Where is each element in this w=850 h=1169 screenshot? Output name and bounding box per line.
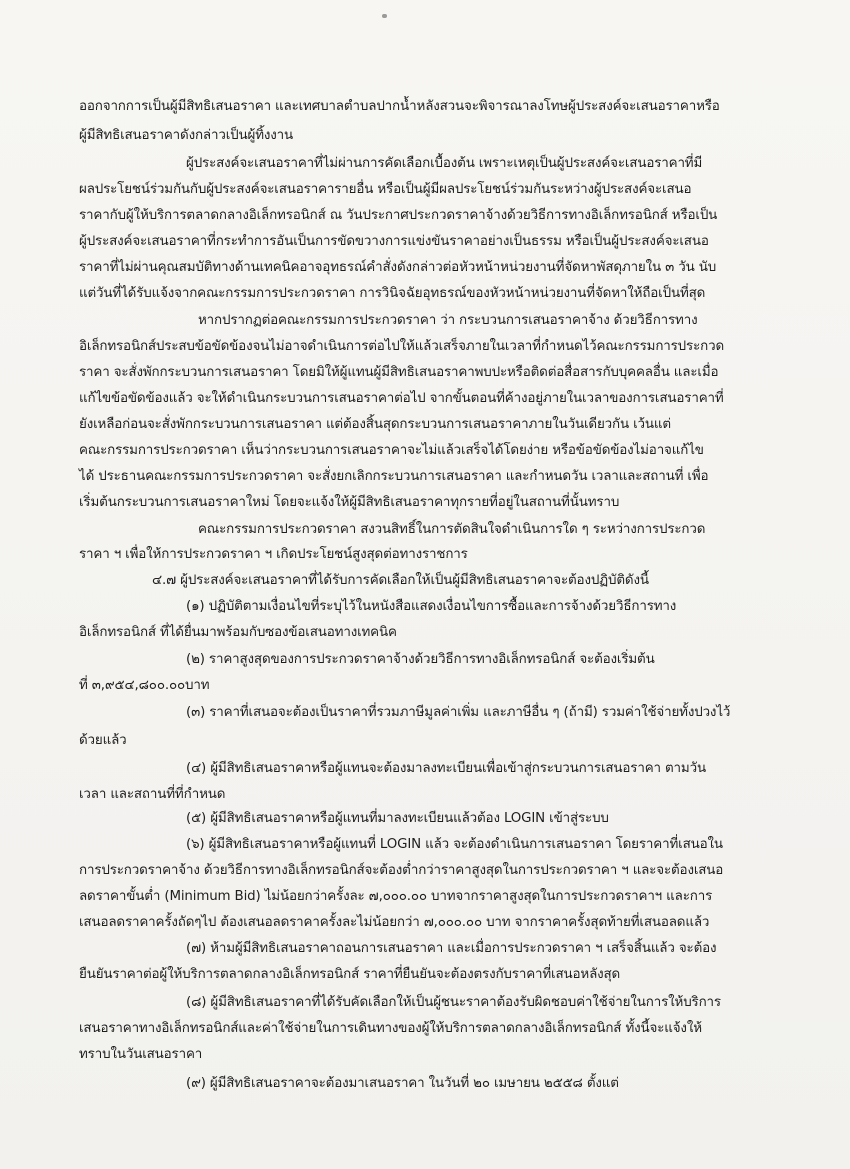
body-line: เสนอราคาทางอิเล็กทรอนิกส์และค่าใช้จ่ายในการเดินทางของผู้ให้บริการตลาดกลางอิเล็กทรอนิกส์ ทั้งนี้จะแจ้งให้ bbox=[79, 1021, 702, 1036]
section-heading: ๔.๗ ผู้ประสงค์จะเสนอราคาที่ได้รับการคัดเลือกให้เป็นผู้มีสิทธิเสนอราคาจะต้องปฏิบัติดังนี้ bbox=[152, 573, 649, 588]
body-line: เวลา และสถานที่ที่กำหนด bbox=[79, 787, 226, 802]
body-line: (๘) ผู้มีสิทธิเสนอราคาที่ได้รับคัดเลือกให้เป็นผู้ชนะราคาต้องรับผิดชอบค่าใช้จ่ายในการให้บริการ bbox=[186, 995, 721, 1010]
body-line: ผู้ประสงค์จะเสนอราคาที่กระทำการอันเป็นการขัดขวางการแข่งขันราคาอย่างเป็นธรรม หรือเป็นผู้ประสงค์จะเสนอ bbox=[79, 234, 709, 249]
body-line: แก้ไขข้อขัดข้องแล้ว จะให้ดำเนินกระบวนการเสนอราคาต่อไป จากขั้นตอนที่ค้างอยู่ภายในเวลาของการเสนอราคาที่ bbox=[79, 391, 724, 406]
body-line: ราคา ฯ เพื่อให้การประกวดราคา ฯ เกิดประโยชน์สูงสุดต่อทางราชการ bbox=[79, 547, 468, 562]
body-line: ด้วยแล้ว bbox=[79, 733, 127, 748]
body-line: ยืนยันราคาต่อผู้ให้บริการตลาดกลางอิเล็กทรอนิกส์ ราคาที่ยืนยันจะต้องตรงกับราคาที่เสนอหลังสุด bbox=[79, 967, 621, 982]
body-line: เสนอลดราคาครั้งถัดๆไป ต้องเสนอลดราคาครั้งละไม่น้อยกว่า ๗,๐๐๐.๐๐ บาท จากราคาครั้งสุดท้ายที่เสนอลดแล้ว bbox=[79, 915, 710, 930]
body-line: ได้ ประธานคณะกรรมการประกวดราคา จะสั่งยกเลิกกระบวนการเสนอราคา และกำหนดวัน เวลาและสถานที่ เพื่อ bbox=[79, 469, 709, 484]
body-line: ออกจากการเป็นผู้มีสิทธิเสนอราคา และเทศบาลตำบลปากน้ำหลังสวนจะพิจารณาลงโทษผู้ประสงค์จะเสนอราคาหรือ bbox=[79, 99, 720, 114]
body-line: เริ่มต้นกระบวนการเสนอราคาใหม่ โดยจะแจ้งให้ผู้มีสิทธิเสนอราคาทุกรายที่อยู่ในสถานที่นั้นทราบ bbox=[79, 495, 620, 510]
body-line: ทราบในวันเสนอราคา bbox=[79, 1047, 203, 1062]
scan-speck bbox=[382, 14, 387, 18]
body-line: (๔) ผู้มีสิทธิเสนอราคาหรือผู้แทนจะต้องมาลงทะเบียนเพื่อเข้าสู่กระบวนการเสนอราคา ตามวัน bbox=[186, 761, 706, 776]
body-line: (๗) ห้ามผู้มีสิทธิเสนอราคาถอนการเสนอราคา และเมื่อการประกวดราคา ฯ เสร็จสิ้นแล้ว จะต้อง bbox=[186, 941, 717, 956]
body-line: การประกวดราคาจ้าง ด้วยวิธีการทางอิเล็กทรอนิกส์จะต้องต่ำกว่าราคาสูงสุดในการประกวดราคา ฯ และจะต้องเสนอ bbox=[79, 863, 724, 878]
body-line: ยังเหลือก่อนจะสั่งพักกระบวนการเสนอราคา แต่ต้องสิ้นสุดกระบวนการเสนอราคาภายในวันเดียวกัน เว้นแต่ bbox=[79, 417, 671, 432]
body-line: แต่วันที่ได้รับแจ้งจากคณะกรรมการประกวดราคา การวินิจฉัยอุทธรณ์ของหัวหน้าหน่วยงานที่จัดหาให้ถือเป็นที่สุด bbox=[79, 286, 706, 301]
body-line: (๕) ผู้มีสิทธิเสนอราคาหรือผู้แทนที่มาลงทะเบียนแล้วต้อง LOGIN เข้าสู่ระบบ bbox=[186, 811, 609, 826]
body-line: (๖) ผู้มีสิทธิเสนอราคาหรือผู้แทนที่ LOGIN แล้ว จะต้องดำเนินการเสนอราคา โดยราคาที่เสนอใน bbox=[186, 837, 723, 852]
body-line: อิเล็กทรอนิกส์ ที่ได้ยื่นมาพร้อมกับซองข้อเสนอทางเทคนิค bbox=[79, 625, 397, 640]
body-line: อิเล็กทรอนิกส์ประสบข้อขัดข้องจนไม่อาจดำเนินการต่อไปให้แล้วเสร็จภายในเวลาที่กำหนดไว้คณะกรรมการประกวด bbox=[79, 339, 724, 354]
body-line: ผู้ประสงค์จะเสนอราคาที่ไม่ผ่านการคัดเลือกเบื้องต้น เพราะเหตุเป็นผู้ประสงค์จะเสนอราคาที่มี bbox=[186, 156, 703, 171]
body-line: ราคาที่ไม่ผ่านคุณสมบัติทางด้านเทคนิคอาจอุทธรณ์คำสั่งดังกล่าวต่อหัวหน้าหน่วยงานที่จัดหาพัสดุภายใน ๓ วัน นับ bbox=[79, 260, 717, 275]
body-line: ราคา จะสั่งพักกระบวนการเสนอราคา โดยมิให้ผู้แทนผู้มีสิทธิเสนอราคาพบปะหรือติดต่อสื่อสารกับบุคคลอื่น และเมื่อ bbox=[79, 365, 719, 380]
body-line: (๓) ราคาที่เสนอจะต้องเป็นราคาที่รวมภาษีมูลค่าเพิ่ม และภาษีอื่น ๆ (ถ้ามี) รวมค่าใช้จ่ายทั้งปวงไว้ bbox=[186, 705, 731, 720]
body-line: ลดราคาขั้นต่ำ (Minimum Bid) ไม่น้อยกว่าครั้งละ ๗,๐๐๐.๐๐ บาทจากราคาสูงสุดในการประกวดราคาฯ และการ bbox=[79, 889, 713, 904]
body-line: ผู้มีสิทธิเสนอราคาดังกล่าวเป็นผู้ทิ้งงาน bbox=[79, 128, 294, 143]
body-line: คณะกรรมการประกวดราคา เห็นว่ากระบวนการเสนอราคาจะไม่แล้วเสร็จได้โดยง่าย หรือข้อขัดข้องไม่อาจแก้ไข bbox=[79, 443, 704, 458]
body-line: คณะกรรมการประกวดราคา สงวนสิทธิ์ในการตัดสินใจดำเนินการใด ๆ ระหว่างการประกวด bbox=[198, 522, 706, 537]
body-line: ผลประโยชน์ร่วมกันกับผู้ประสงค์จะเสนอราคารายอื่น หรือเป็นผู้มีผลประโยชน์ร่วมกันระหว่างผู้ประสงค์จะเสนอ bbox=[79, 182, 692, 197]
body-line: (๒) ราคาสูงสุดของการประกวดราคาจ้างด้วยวิธีการทางอิเล็กทรอนิกส์ จะต้องเริ่มต้น bbox=[186, 652, 655, 667]
body-line: (๑) ปฏิบัติตามเงื่อนไขที่ระบุไว้ในหนังสือแสดงเงื่อนไขการซื้อและการจ้างด้วยวิธีการทาง bbox=[186, 599, 677, 614]
body-line: ที่ ๓,๙๕๔,๘๐๐.๐๐บาท bbox=[79, 678, 210, 693]
body-line: ราคากับผู้ให้บริการตลาดกลางอิเล็กทรอนิกส์ ณ วันประกาศประกวดราคาจ้างด้วยวิธีการทางอิเล็กทรอนิกส์ หรือเป็น bbox=[79, 208, 718, 223]
body-line: (๙) ผู้มีสิทธิเสนอราคาจะต้องมาเสนอราคา ในวันที่ ๒๐ เมษายน ๒๕๕๘ ตั้งแต่ bbox=[186, 1076, 619, 1091]
body-line: หากปรากฏต่อคณะกรรมการประกวดราคา ว่า กระบวนการเสนอราคาจ้าง ด้วยวิธีการทาง bbox=[198, 313, 698, 328]
